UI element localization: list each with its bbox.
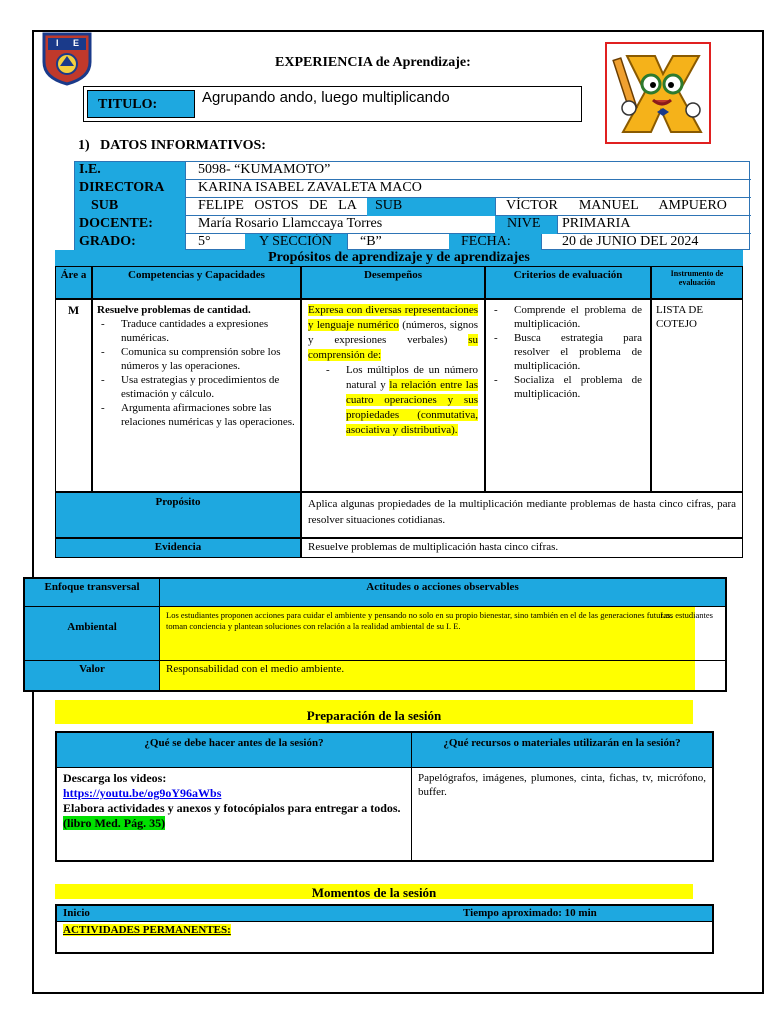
grado-label: GRADO: bbox=[75, 234, 185, 251]
capacidad-item: - Argumenta afirmaciones sobre las relaciones numéricas y las operaciones. bbox=[97, 401, 296, 429]
desempeno-highlight-2: su comprensión de: bbox=[308, 334, 478, 361]
col-area-header: Áre a bbox=[55, 266, 92, 299]
purposes-title: Propósitos de aprendizaje y de aprendizajes bbox=[55, 250, 743, 266]
docente-value: María Rosario Llamccaya Torres bbox=[185, 216, 495, 234]
competencias-cell bbox=[92, 299, 301, 492]
proposito-value: Aplica algunas propiedades de la multiplicación mediante problemas de hasta cinco cifras, para resolver situaciones cotidianas. bbox=[301, 492, 743, 538]
desempeno-list bbox=[322, 363, 478, 438]
competencia-title: Resuelve problemas de cantidad. bbox=[97, 304, 251, 316]
momentos-title: Momentos de la sesión bbox=[55, 884, 693, 899]
valor-label: Valor bbox=[25, 661, 160, 690]
ambiental-label: Ambiental bbox=[25, 607, 160, 661]
desempeno-plain-1: (números, signos y expresiones verbales) bbox=[308, 319, 478, 346]
fecha-value: 20 de JUNIO DEL 2024 bbox=[541, 234, 751, 251]
grado-value: 5° bbox=[185, 234, 245, 251]
inicio-label: Inicio bbox=[63, 907, 90, 919]
purposes-table bbox=[55, 250, 743, 558]
criterio-item: - Socializa el problema de multiplicación. bbox=[490, 373, 642, 401]
school-logo bbox=[42, 32, 92, 86]
ambiental-text-3: toman conciencia y plantean soluciones con relación a la realidad ambiental de su I. E. bbox=[166, 621, 461, 631]
seccion-label: Y SECCIÓN bbox=[245, 234, 347, 251]
elabora-text: Elabora actividades y anexos y fotocópialos para entregar a todos. bbox=[63, 801, 401, 815]
sub-value-2: VÍCTOR MANUEL AMPUERO bbox=[495, 198, 751, 216]
evidencia-value: Resuelve problemas de multiplicación hasta cinco cifras. bbox=[301, 538, 743, 558]
info-table bbox=[74, 161, 750, 250]
sub-label-2: SUB bbox=[367, 198, 495, 216]
col-criterios-header: Criterios de evaluación bbox=[485, 266, 651, 299]
seccion-value: “B” bbox=[347, 234, 449, 251]
instrumento-cell: LISTA DE COTEJO bbox=[651, 299, 743, 492]
libro-reference: (libro Med. Pág. 35) bbox=[63, 816, 166, 830]
col-instrumento-header: Instrumento de evaluación bbox=[651, 266, 743, 299]
transversal-table bbox=[23, 577, 727, 692]
momentos-table bbox=[55, 904, 714, 954]
mascot-image bbox=[605, 42, 711, 144]
desempeno-item-highlight: la relación entre las cuatro operaciones y sus propiedades (conmutativa, asociativa y distributiva). bbox=[346, 379, 478, 436]
tiempo-label: Tiempo aproximado: 10 min bbox=[463, 907, 597, 919]
recursos-cell: Papelógrafos, imágenes, plumones, cinta, fichas, tv, micrófono, buffer. bbox=[418, 772, 706, 798]
enfoque-header: Enfoque transversal bbox=[25, 579, 160, 607]
titulo-value: Agrupando ando, luego multiplicando bbox=[202, 89, 450, 106]
descarga-label: Descarga los videos: bbox=[63, 771, 167, 785]
actividades-permanentes bbox=[63, 924, 231, 936]
ie-value: 5098- “KUMAMOTO” bbox=[185, 162, 751, 180]
title-box bbox=[83, 86, 582, 122]
col-competencias-header: Competencias y Capacidades bbox=[92, 266, 301, 299]
preparacion-table bbox=[55, 731, 714, 862]
experience-title: EXPERIENCIA de Aprendizaje: bbox=[275, 55, 471, 70]
col-desempenos-header: Desempeños bbox=[301, 266, 485, 299]
desempenos-cell bbox=[301, 299, 485, 492]
proposito-label: Propósito bbox=[55, 492, 301, 538]
inicio-row bbox=[57, 906, 712, 922]
criterio-item: - Comprende el problema de multiplicación. bbox=[490, 303, 642, 331]
criterios-list bbox=[490, 303, 646, 401]
ambiental-text-2: Los estudiantes bbox=[660, 610, 713, 620]
evidencia-label: Evidencia bbox=[55, 538, 301, 558]
desempeno-highlight-1: Expresa con diversas representaciones y lenguaje numérico bbox=[308, 304, 478, 331]
criterio-item: - Busca estrategia para resolver el problema de multiplicación. bbox=[490, 331, 642, 373]
actitudes-header: Actitudes o acciones observables bbox=[160, 579, 725, 607]
section-datos-informativos: 1) DATOS INFORMATIVOS: bbox=[78, 138, 266, 153]
capacidades-list bbox=[97, 317, 296, 429]
preparacion-q2: ¿Qué recursos o materiales utilizarán en la sesión? bbox=[412, 733, 712, 768]
desempeno-item bbox=[322, 363, 478, 438]
capacidad-item: - Comunica su comprensión sobre los números y las operaciones. bbox=[97, 345, 296, 373]
nivel-label: NIVE bbox=[495, 216, 557, 234]
capacidad-item: - Usa estrategias y procedimientos de estimación y cálculo. bbox=[97, 373, 296, 401]
actividades-label: ACTIVIDADES PERMANENTES: bbox=[63, 924, 231, 936]
directora-value: KARINA ISABEL ZAVALETA MACO bbox=[185, 180, 751, 198]
nivel-value: PRIMARIA bbox=[557, 216, 751, 234]
ambiental-cell bbox=[160, 607, 725, 661]
criterios-cell bbox=[485, 299, 651, 492]
sub-value: FELIPE OSTOS DE LA bbox=[185, 198, 367, 216]
video-link[interactable]: https://youtu.be/og9oY96aWbs bbox=[63, 786, 222, 800]
desempeno-item-plain: Los múltiplos de un número natural y bbox=[346, 364, 478, 391]
directora-label: DIRECTORA bbox=[75, 180, 185, 198]
docente-label: DOCENTE: bbox=[75, 216, 185, 234]
preparacion-title: Preparación de la sesión bbox=[55, 700, 693, 724]
ie-label: I.E. bbox=[75, 162, 185, 180]
valor-value: Responsabilidad con el medio ambiente. bbox=[166, 663, 345, 675]
preparacion-q1: ¿Qué se debe hacer antes de la sesión? bbox=[57, 733, 412, 768]
fecha-label: FECHA: bbox=[449, 234, 541, 251]
area-cell: M bbox=[55, 299, 92, 492]
titulo-label: TITULO: bbox=[87, 90, 195, 118]
sub-label: SUB bbox=[75, 198, 185, 216]
capacidad-item: - Traduce cantidades a expresiones numéricas. bbox=[97, 317, 296, 345]
preparacion-antes-cell bbox=[57, 768, 412, 860]
valor-cell bbox=[160, 661, 725, 690]
logo-lettering: I E bbox=[56, 38, 86, 48]
ambiental-text-1: Los estudiantes proponen acciones para cuidar el ambiente y pensando no solo en su propio bienestar, sino también en el de las generaciones futuras. bbox=[166, 610, 673, 620]
